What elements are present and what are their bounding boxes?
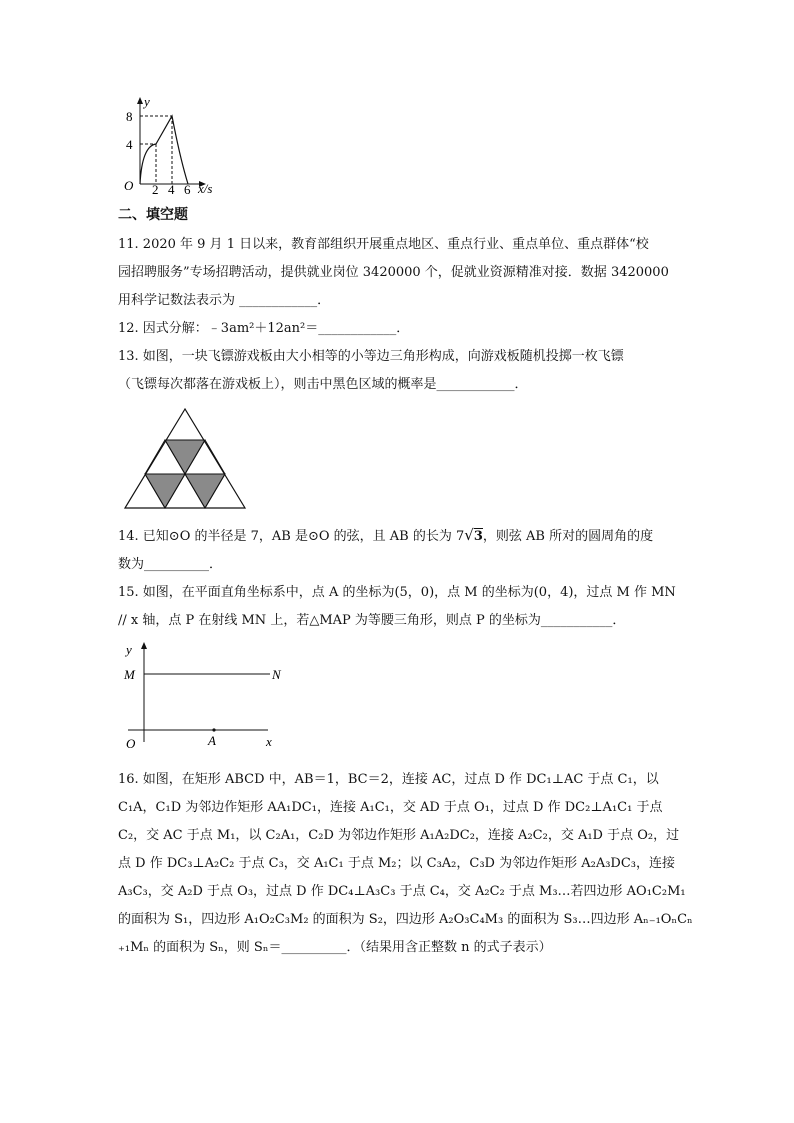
point-a — [212, 728, 215, 731]
q14-text-b: ，则弦 AB 所对的圆周角的度 — [482, 529, 654, 544]
origin-label: O — [124, 178, 134, 193]
shaded-triangle-right — [185, 474, 225, 508]
shaded-triangle-left — [145, 474, 185, 508]
x-tick-2: 2 — [152, 182, 159, 197]
sqrt-radicand: 3 — [473, 529, 483, 544]
coordinate-figure — [118, 638, 288, 754]
grid-line-d6 — [205, 440, 225, 474]
section-heading: 二、填空题 — [118, 207, 188, 223]
q16-line2: C₁A，C₁D 为邻边作矩形 AA₁DC₁，连接 A₁C₁，交 AD 于点 O₁，过点 D 作 DC₂⊥A₁C₁ 于点 — [118, 800, 663, 815]
q11-line2: 园招聘服务”专场招聘活动，提供就业岗位 3420000 个，促就业资源精准对接．数据 3420000 — [118, 265, 669, 280]
q16-line6: 的面积为 S₁，四边形 A₁O₂C₃M₂ 的面积为 S₂，四边形 A₂O₃C₄M₃ 的面积为 S₃…四边形 Aₙ₋₁OₙCₙ — [118, 912, 693, 927]
y-axis-arrow — [137, 97, 143, 104]
q14-line1 — [118, 525, 653, 547]
y-tick-8: 8 — [126, 109, 133, 124]
x-tick-4: 4 — [168, 182, 175, 197]
q16-line1: 16. 如图，在矩形 ABCD 中，AB＝1，BC＝2，连接 AC，过点 D 作 DC₁⊥AC 于点 C₁，以 — [118, 772, 659, 787]
x-axis-label: x/s — [198, 181, 213, 196]
q16-line7: ₊₁Mₙ 的面积为 Sₙ，则 Sₙ＝__________．（结果用含正整数 n 的式子表示） — [118, 940, 552, 955]
y-axis-arrow — [141, 642, 147, 649]
q11-line3: 用科学记数法表示为 ____________． — [118, 293, 331, 308]
q11-line1: 11. 2020 年 9 月 1 日以来，教育部组织开展重点地区、重点行业、重点单位、重点群体“校 — [118, 237, 649, 252]
y-label: y — [126, 642, 132, 657]
m-label: M — [124, 667, 135, 682]
q16-line4: 点 D 作 DC₃⊥A₂C₂ 于点 C₃，交 A₁C₁ 于点 M₂；以 C₃A₂，C₃D 为邻边作矩形 A₂A₃DC₃，连接 — [118, 856, 676, 871]
n-label: N — [272, 667, 281, 682]
sqrt-symbol: √ — [464, 526, 474, 544]
q14-text-a: 14. 已知⊙O 的半径是 7，AB 是⊙O 的弦，且 AB 的长为 7 — [118, 529, 465, 544]
q16-line3: C₂，交 AC 于点 M₁，以 C₂A₁，C₂D 为邻边作矩形 A₁A₂DC₂，连接 A₂C₂，交 A₁D 于点 O₂，过 — [118, 828, 680, 843]
grid-line-d5 — [145, 440, 165, 474]
x-tick-6: 6 — [184, 182, 191, 197]
q12-line1: 12. 因式分解：﹣3am²＋12an²＝____________． — [118, 321, 410, 336]
q16-line5: A₃C₃，交 A₂D 于点 O₃，过点 D 作 DC₄⊥A₃C₃ 于点 C₄，交 A₂C₂ 于点 M₃…若四边形 AO₁C₂M₁ — [118, 884, 686, 899]
a-label: A — [208, 733, 216, 748]
q15-line2: // x 轴，点 P 在射线 MN 上，若△MAP 为等腰三角形，则点 P 的坐标为___________． — [118, 613, 626, 628]
q13-line1: 13. 如图，一块飞镖游戏板由大小相等的小等边三角形构成，向游戏板随机投掷一枚飞镖 — [118, 349, 624, 364]
q15-line1: 15. 如图，在平面直角坐标系中，点 A 的坐标为(5，0)，点 M 的坐标为(0，4)，过点 M 作 MN — [118, 585, 676, 600]
dart-board-figure — [120, 408, 250, 512]
y-tick-4: 4 — [126, 137, 133, 152]
x-label: x — [266, 734, 272, 749]
q14-line2: 数为__________． — [118, 557, 223, 572]
graph-curve — [140, 116, 188, 184]
distance-time-graph — [118, 94, 228, 198]
q13-line2: （飞镖每次都落在游戏板上），则击中黑色区域的概率是____________． — [118, 377, 528, 392]
shaded-triangle-top — [165, 440, 205, 474]
y-axis-label: y — [144, 94, 150, 109]
origin-label: O — [126, 736, 136, 751]
